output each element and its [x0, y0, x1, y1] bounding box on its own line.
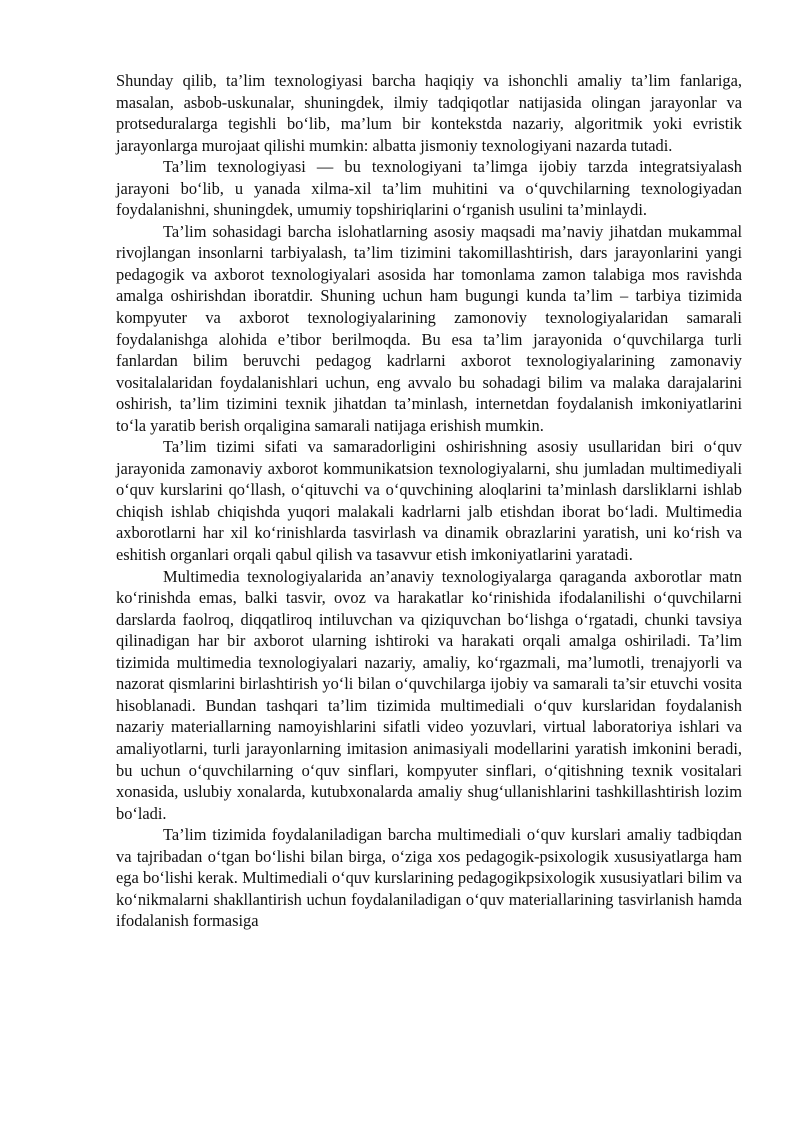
paragraph-6: Ta’lim tizimida foydalaniladigan barcha multimediali o‘quv kurslari amaliy tadbiqdan va tajribadan o‘tgan bo‘lishi bilan birga, o‘ziga xos pedagogik-psixologik xususiyatlarga ham ega bo‘lishi kerak. Multimediali o‘quv kurslarining pedagogikpsixologik xususiyatlari bilim va ko‘nikmalarni shakllantirish uchun foydalaniladigan o‘quv materiallarining tasvirlanish hamda ifodalanish formasiga — [116, 825, 742, 931]
document-page — [116, 70, 742, 932]
paragraph-1: Shunday qilib, ta’lim texnologiyasi barcha haqiqiy va ishonchli amaliy ta’lim fanlariga, masalan, asbob-uskunalar, shuningdek, ilmiy tadqiqotlar natijasida olingan jarayonlar va protseduralarga tegishli bo‘lib, ma’lum bir kontekstda nazariy, algoritmik yoki evristik jarayonlarga murojaat qilishi mumkin: albatta jismoniy texnologiyani nazarda tutadi. — [116, 71, 742, 155]
paragraph-5: Multimedia texnologiyalarida an’anaviy texnologiyalarga qaraganda axborotlar matn ko‘rinishda emas, balki tasvir, ovoz va harakatlar ko‘rinishida ifodalanilishi o‘quvchilarni darslarda faolroq, diqqatliroq intiluvchan va qiziquvchan bo‘lishga o‘rgatadi, chunki tavsiya qilinadigan har bir axborot ularning ishtiroki va harakati orqali amalga oshiriladi. Ta’lim tizimida multimedia texnologiyalari nazariy, amaliy, ko‘rgazmali, ma’lumotli, trenajyorli va nazorat qismlarini birlashtirish yo‘li bilan o‘quvchilarga ijobiy va samarali ta’sir etuvchi vosita hisoblanadi. Bundan tashqari ta’lim tizimida multimediali o‘quv kurslaridan foydalanish nazariy materiallarning namoyishlarini sifatli video yozuvlari, virtual laboratoriya ishlari va amaliyotlarni, turli jarayonlarning imitasion animasiyali modellarini yaratish imkonini beradi, bu uchun o‘quvchilarning o‘quv sinflari, kompyuter sinflari, o‘qitishning texnik vositalari xonasida, uslubiy xonalarda, kutubxonalarda amaliy shug‘ullanishlarini tashkillashtirish lozim bo‘ladi. — [116, 566, 742, 823]
paragraph-3: Ta’lim sohasidagi barcha islohatlarning asosiy maqsadi ma’naviy jihatdan mukammal rivojlangan insonlarni tarbiyalash, ta’lim tizimini takomillashtirish, dars jarayonlarini yangi pedagogik va axborot texnologiyalari asosida har tomonlama zamon talabiga mos ravishda amalga oshirishdan iboratdir. Shuning uchun ham bugungi kunda ta’lim – tarbiya tizimida kompyuter va axborot texnologiyalarining zamonoviy texnologiyalaridan samarali foydalanishga alohida e’tibor berilmoqda. Bu esa ta’lim jarayonida o‘quvchilarga turli fanlardan bilim beruvchi pedagog kadrlarni axborot texnologiyalarining zamonaviy vositalalaridan foydalanishlari uchun, eng avvalo bu sohadagi bilim va malaka darajalarini oshirish, ta’lim tizimini texnik jihatdan ta’minlash, internetdan foydalanish imkoniyatlarini to‘la yaratib berish orqaligina samarali natijaga erishish mumkin. — [116, 221, 742, 435]
paragraph-2: Ta’lim texnologiyasi — bu texnologiyani ta’limga ijobiy tarzda integratsiyalash jarayoni bo‘lib, u yanada xilma-xil ta’lim muhitini va o‘quvchilarning texnologiyadan foydalanishni, shuningdek, umumiy topshiriqlarini o‘rganish usulini ta’minlaydi. — [116, 157, 742, 220]
paragraph-4: Ta’lim tizimi sifati va samaradorligini oshirishning asosiy usullaridan biri o‘quv jarayonida zamonaviy axborot kommunikatsion texnologiyalarni, shu jumladan multimediyali o‘quv kurslarini qo‘llash, o‘qituvchi va o‘quvchining aloqlarini ta’minlash darsliklarni ishlab chiqish ishlab chiqishda yuqori malakali kadrlarni jalb etishdan iborat bo‘ladi. Multimedia axborotlarni har xil ko‘rinishlarda tasvirlash va dinamik obrazlarini yaratish, uni ko‘rish va eshitish organlari orqali qabul qilish va tasavvur etish imkoniyatlarini yaratadi. — [116, 437, 742, 565]
